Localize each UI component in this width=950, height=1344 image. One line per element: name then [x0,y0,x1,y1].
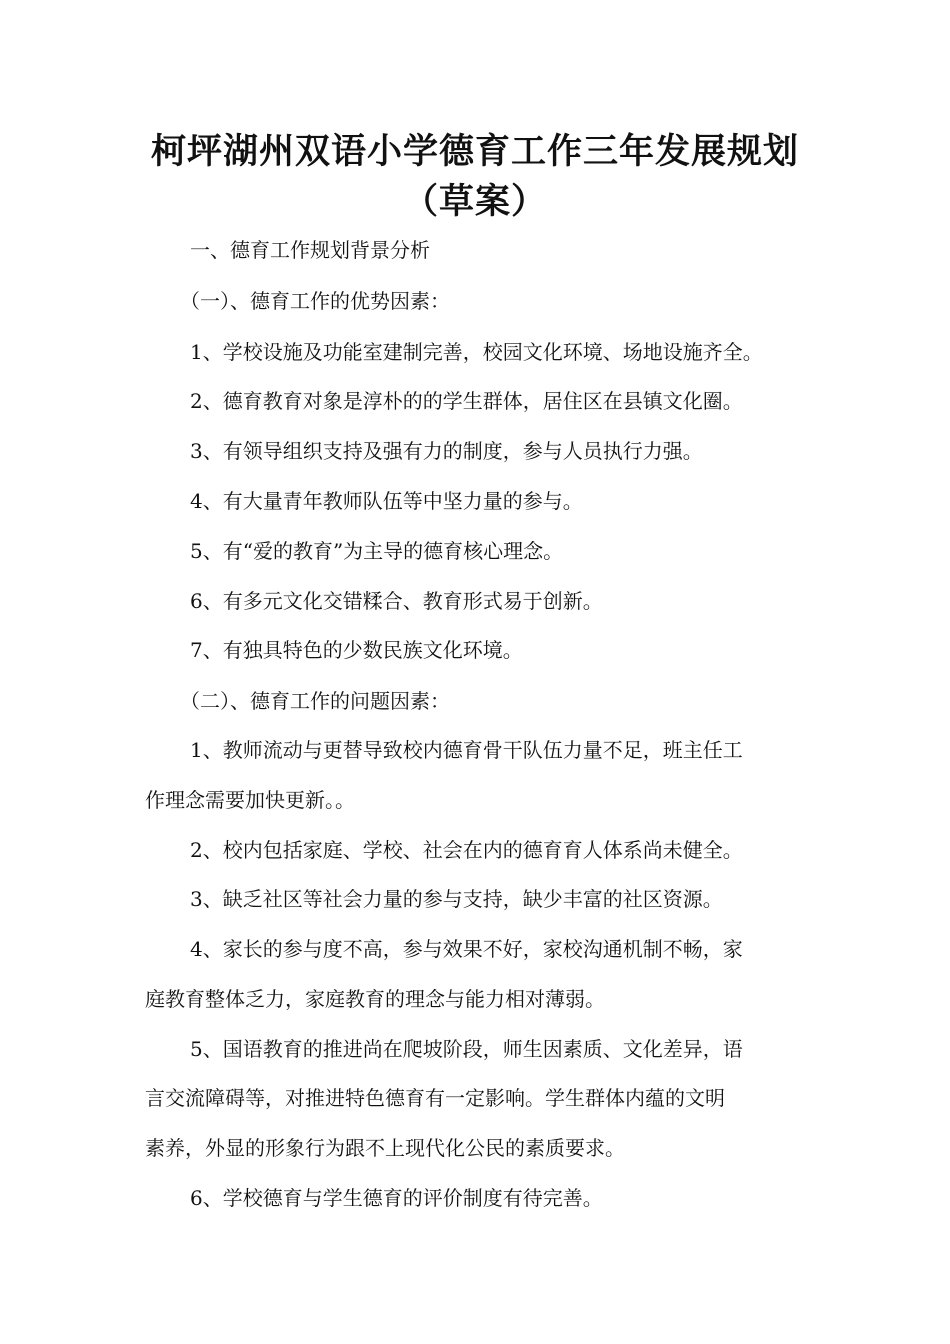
advantage-item: 7、有独具特色的少数民族文化环境。 [190,638,523,662]
document-subtitle: （草案） [402,182,547,222]
problem-item-line: 素养，外显的形象行为跟不上现代化公民的素质要求。 [145,1136,625,1160]
problem-item-line: 5、国语教育的推进尚在爬坡阶段，师生因素质、文化差异，语 [190,1037,743,1061]
problem-item-line: 6、学校德育与学生德育的评价制度有待完善。 [190,1186,603,1210]
document-title: 柯坪湖州双语小学德育工作三年发展规划 [150,132,799,172]
advantage-item: 3、有领导组织支持及强有力的制度，参与人员执行力强。 [190,439,703,463]
problem-item-line: 2、校内包括家庭、学校、社会在内的德育育人体系尚未健全。 [190,838,743,862]
problem-item-line: 言交流障碍等，对推进特色德育有一定影响。学生群体内蕴的文明 [145,1086,725,1110]
advantage-item: 2、德育教育对象是淳朴的的学生群体，居住区在县镇文化圈。 [190,389,743,413]
advantage-item: 6、有多元文化交错糅合、教育形式易于创新。 [190,589,603,613]
problem-item-line: 3、缺乏社区等社会力量的参与支持，缺少丰富的社区资源。 [190,887,723,911]
subsection-heading-advantages: （一）、德育工作的优势因素： [180,289,450,313]
advantage-item: 1、学校设施及功能室建制完善，校园文化环境、场地设施齐全。 [190,340,763,364]
section-heading: 一、德育工作规划背景分析 [190,238,430,262]
problem-item-line: 4、家长的参与度不高，参与效果不好，家校沟通机制不畅，家 [190,937,743,961]
subsection-heading-problems: （二）、德育工作的问题因素： [180,689,450,713]
problem-item-line: 庭教育整体乏力，家庭教育的理念与能力相对薄弱。 [145,987,605,1011]
advantage-item: 5、有“爱的教育”为主导的德育核心理念。 [190,539,564,563]
problem-item-line: 1、教师流动与更替导致校内德育骨干队伍力量不足，班主任工 [190,738,743,762]
advantage-item: 4、有大量青年教师队伍等中坚力量的参与。 [190,489,583,513]
problem-item-line: 作理念需要加快更新。。 [145,788,355,812]
